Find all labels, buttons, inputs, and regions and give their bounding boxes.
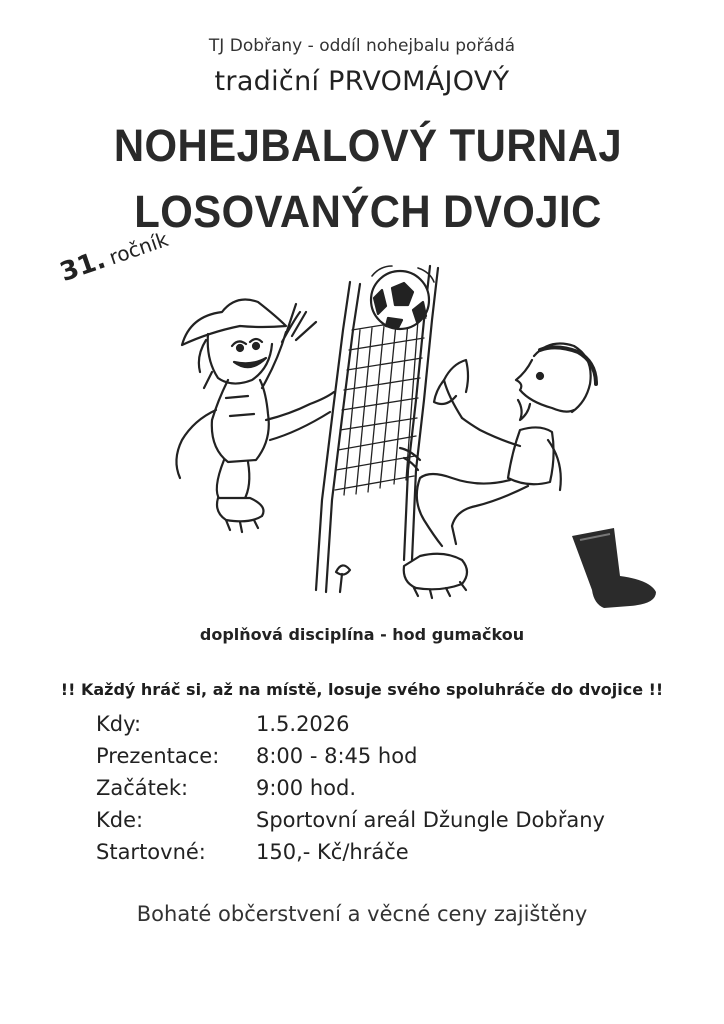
organizer-line: TJ Dobřany - oddíl nohejbalu pořádá <box>208 36 516 56</box>
edition-number: 31. <box>56 244 110 288</box>
subtitle: tradiční PRVOMÁJOVÝ <box>214 66 510 97</box>
detail-row-fee <box>96 840 605 872</box>
details-table <box>96 712 605 872</box>
rubber-boot-icon <box>572 528 656 608</box>
draw-notice: !! Každý hráč si, až na místě, losuje svého spoluhráče do dvojice !! <box>60 680 664 699</box>
detail-label: Kdy: <box>96 712 142 736</box>
edition-word: ročník <box>105 226 172 270</box>
detail-value: Sportovní areál Džungle Dobřany <box>256 808 605 832</box>
detail-value: 1.5.2026 <box>256 712 350 736</box>
detail-label: Prezentace: <box>96 744 220 768</box>
closing-line: Bohaté občerstvení a věcné ceny zajištěny <box>136 902 588 926</box>
detail-row-start <box>96 776 605 808</box>
title-line-1: NOHEJBALOVÝ TURNAJ <box>113 120 623 171</box>
detail-value: 150,- Kč/hráče <box>256 840 409 864</box>
detail-row-when <box>96 712 605 744</box>
detail-value: 9:00 hod. <box>256 776 356 800</box>
right-player-icon <box>400 344 596 598</box>
detail-label: Začátek: <box>96 776 189 800</box>
detail-label: Kde: <box>96 808 144 832</box>
detail-row-registration <box>96 744 605 776</box>
extra-discipline: doplňová disciplína - hod gumačkou <box>199 625 525 644</box>
detail-label: Startovné: <box>96 840 206 864</box>
detail-value: 8:00 - 8:45 hod <box>256 744 418 768</box>
detail-row-where <box>96 808 605 840</box>
title-line-2: LOSOVANÝCH DVOJIC <box>134 186 602 237</box>
left-player-icon <box>176 300 334 532</box>
net-post-left-icon <box>316 282 350 590</box>
